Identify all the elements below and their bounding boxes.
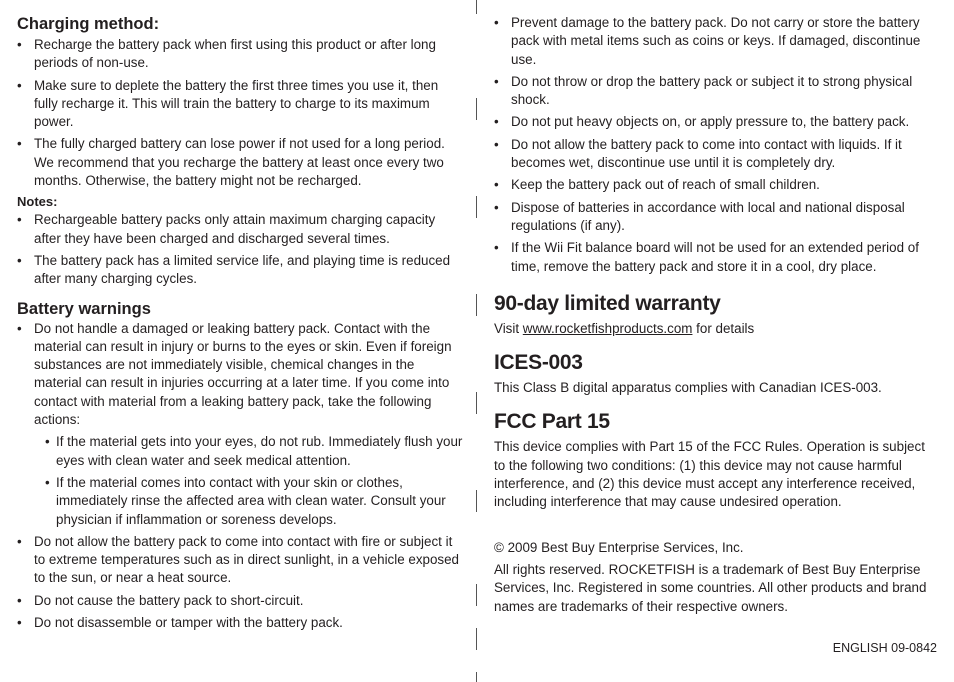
list-item: • Do not disassemble or tamper with the battery pack. [17,614,464,632]
list-item: • The fully charged battery can lose power if not used for a long period. We recommend that you recharge the battery at least once every two months. Otherwise, the battery might not be recharged. [17,135,464,190]
list-item: • Do not throw or drop the battery pack or subject it to strong physical shock. [494,73,930,110]
warning-text: Do not handle a damaged or leaking battery pack. Contact with the material can result in injury or burns to the eyes or skin. Even if foreign substances are not immediately visible, chemical changes in the material can result in injuries occurring at a later time. If you come into contact with material from a leaking battery pack, take the following actions: [34,320,452,428]
fold-mark-2 [476,196,477,218]
fold-mark-4 [476,392,477,414]
sub-list-item: • If the material comes into contact with your skin or clothes, immediately rinse the affected area with clean water. Consult your physician if inflammation or soreness develops. [45,474,464,529]
right-column [494,0,930,616]
rights-text: All rights reserved. ROCKETFISH is a trademark of Best Buy Enterprise Services, Inc. Registered in some countries. All other products and brand names are trademarks of their respective owners. [494,561,927,614]
warranty-text [494,320,930,338]
ices-heading: ICES-003 [494,351,583,375]
list-item: • Prevent damage to the battery pack. Do not carry or store the battery pack with metal items such as coins or keys. If damaged, discontinue use. [494,14,930,69]
list-item: • Do not put heavy objects on, or apply pressure to, the battery pack. [494,113,930,131]
ices-text: This Class B digital apparatus complies with Canadian ICES-003. [494,380,882,396]
warnings-list [17,320,464,633]
warnings-continued-list [494,14,930,276]
notes-list [17,211,464,288]
notes-heading: Notes: [17,194,58,210]
fcc-text: This device complies with Part 15 of the FCC Rules. Operation is subject to the following two conditions: (1) this device may not cause harmful interference, and (2) this device must accept any interference received, including interference that may cause undesired operation. [494,439,925,510]
list-item: • Dispose of batteries in accordance with local and national disposal regulations (if any). [494,199,930,236]
warranty-link[interactable]: www.rocketfishproducts.com [522,320,693,336]
list-item [17,320,464,529]
warranty-suffix: for details [692,320,755,336]
fcc-heading: FCC Part 15 [494,410,610,434]
warranty-heading: 90-day limited warranty [494,291,721,315]
fold-mark-end [476,672,477,682]
charging-list [17,36,464,190]
list-item: • Recharge the battery pack when first using this product or after long periods of non-use. [17,36,464,73]
footer-code: ENGLISH 09-0842 [832,641,937,655]
list-item: • Rechargeable battery packs only attain maximum charging capacity after they have been charged and discharged several times. [17,211,464,248]
list-item: • Keep the battery pack out of reach of small children. [494,176,930,194]
list-item: • Make sure to deplete the battery the first three times you use it, then fully recharge it. This will train the battery to charge to its maximum power. [17,77,464,132]
charging-heading: Charging method: [17,15,160,33]
list-item: • If the Wii Fit balance board will not be used for an extended period of time, remove the battery pack and store it in a cool, dry place. [494,239,930,276]
list-item: • Do not allow the battery pack to come into contact with fire or subject it to extreme temperatures such as in direct sunlight, in a vehicle exposed to the sun, or near a heat source. [17,533,464,588]
warnings-heading: Battery warnings [17,299,151,318]
left-column [17,0,464,636]
sub-list-item: • If the material gets into your eyes, do not rub. Immediately flush your eyes with clean water and seek medical attention. [45,433,464,470]
list-item: • Do not allow the battery pack to come into contact with liquids. If it becomes wet, discontinue use until it is completely dry. [494,136,930,173]
copyright: © 2009 Best Buy Enterprise Services, Inc. [494,539,744,555]
fold-mark-3 [476,294,477,316]
fold-mark-1 [476,98,477,120]
fold-mark-5 [476,490,477,512]
list-item: • The battery pack has a limited service life, and playing time is reduced after many charging cycles. [17,252,464,289]
list-item: • Do not cause the battery pack to short-circuit. [17,592,464,610]
warranty-prefix: Visit [494,320,523,336]
fold-mark-6 [476,584,477,606]
fold-mark-top [476,0,477,14]
warnings-sublist [34,433,464,528]
fold-mark-bottom [476,628,477,650]
